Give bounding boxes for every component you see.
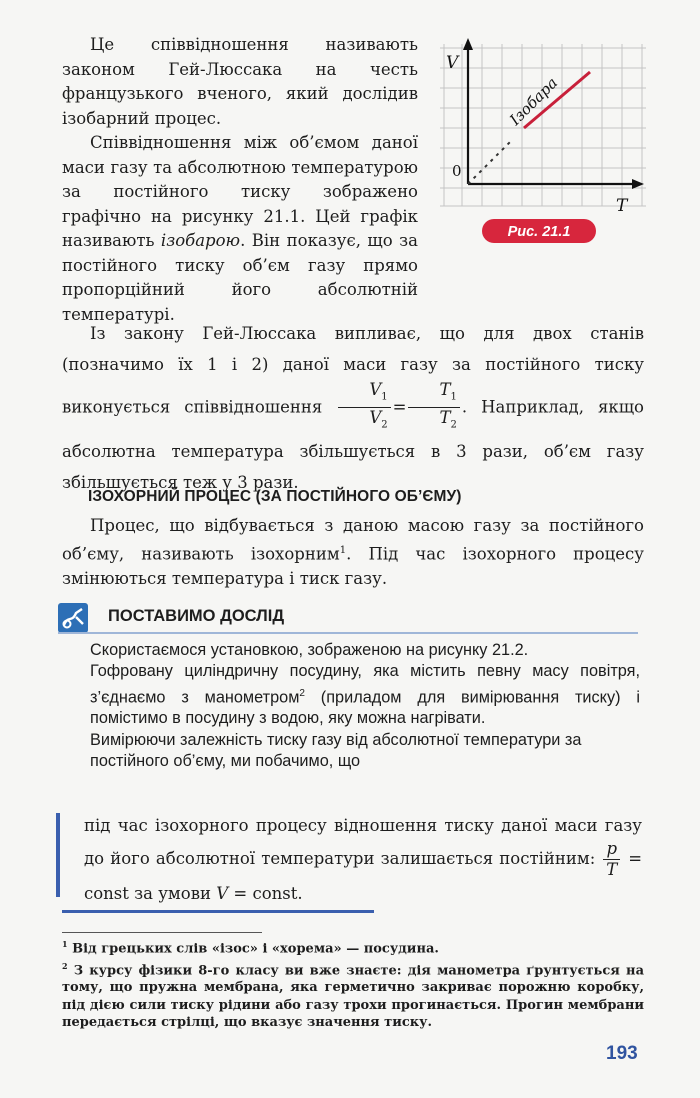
- graph-grid: [440, 44, 646, 206]
- origin-label: 0: [452, 162, 462, 180]
- v2-symbol: V: [369, 408, 382, 428]
- rule-statement: під час ізохорного процесу відношення тиску даної маси газу до його абсолютної температури залишається постійним:: [84, 816, 642, 868]
- equals-sign: =: [392, 397, 407, 417]
- consequence-paragraph: [62, 318, 644, 498]
- isochoric-def-end: . Під час ізохорного процесу змінюються температура і тиск газу.: [62, 544, 644, 588]
- experiment-text: [90, 640, 640, 772]
- p-symbol: p: [603, 839, 620, 860]
- intro-p2-end: . Він показує, що за постійного тиску об’єм газу прямо пропорційний його абсолютній температурі.: [62, 231, 418, 324]
- fraction-v1-v2: [338, 380, 390, 436]
- v2-sub: 2: [381, 419, 388, 431]
- isobar-graph: [432, 36, 648, 248]
- rule-condition-var: V: [216, 884, 229, 903]
- intro-p2-start: Співвідношення між об’ємом даної маси газу та абсолютною температурою за постійного тиску зображено графічно на рисунку 21.1. Цей графік називають: [62, 133, 418, 250]
- experiment-paragraph-1: Скористаємося установкою, зображеною на рисунку 21.2.: [90, 641, 529, 659]
- footnote-1: [62, 936, 644, 958]
- fraction-t1-t2: [408, 380, 459, 436]
- consequence-text-before: Із закону Гей-Люссака випливає, що для двох станів (позначимо їх 1 і 2) даної маси газу за постійного тиску виконується співвідношення: [62, 324, 644, 417]
- extrapolated-line: [468, 140, 512, 184]
- v1-symbol: V: [369, 380, 382, 399]
- footnote-2: [62, 958, 644, 1032]
- v-axis-arrow: [463, 38, 473, 50]
- isochoric-heading: ІЗОХОРНИЙ ПРОЦЕС (ЗА ПОСТІЙНОГО ОБ’ЄМУ): [88, 488, 462, 505]
- intro-paragraph-1: Це співвідношення називають законом Гей-Люссака на честь французького вченого, який дослідив ізобарний процес.: [62, 35, 418, 128]
- rule-accent-bar: [56, 813, 60, 897]
- rule-condition-rest: = const.: [233, 884, 303, 903]
- isochoric-def-start: Процес, що відбувається з даною масою газу за постійного об’єму, називають ізохорним: [62, 516, 644, 563]
- experiment-icon: [58, 603, 88, 633]
- footnotes: [62, 936, 644, 1032]
- figure-caption: Рис. 21.1: [507, 224, 571, 240]
- footnote-2-text: З курсу фізики 8-го класу ви вже знаєте: дія манометра ґрунтується на тому, що пружна мембрана, яка герметично закриває порожню коробку, під дією сили тиску рідини або газу трохи прогинається. Прогин мембрани передається стрілці, що вказує значення тиску.: [62, 963, 644, 1031]
- page-number: 193: [606, 1043, 638, 1064]
- experiment-p2-end: (приладом для вимірювання тиску) і помістимо в посудину з водою, яку можна нагрівати.: [90, 688, 640, 728]
- t1-symbol: T: [439, 380, 451, 399]
- consequence-text-after: . Наприклад, якщо абсолютна температура збільшується в 3 рази, об’єм газу збільшується теж у 3 рази.: [62, 397, 644, 492]
- experiment-paragraph-2: [90, 661, 640, 729]
- isobar-term: ізобарою: [160, 231, 241, 250]
- experiment-p2-start: Гофровану циліндричну посудину, яка містить певну масу повітря, з’єднаємо з манометром: [90, 662, 640, 707]
- footnote-2-mark: 2: [62, 960, 68, 971]
- t1-sub: 1: [450, 391, 457, 403]
- v1-sub: 1: [381, 391, 388, 403]
- isochoric-rule: [84, 812, 642, 907]
- experiment-heading-rule: [58, 632, 638, 634]
- t2-sub: 2: [450, 419, 457, 431]
- footnote-1-mark: 1: [62, 939, 68, 949]
- experiment-paragraph-3: Вимірюючи залежність тиску газу від абсолютної температури за постійного об’єму, ми побачимо, що: [90, 730, 582, 770]
- t2-symbol: T: [439, 408, 451, 428]
- footnote-ref-1: 1: [339, 544, 347, 556]
- isobar-label: Ізобара: [506, 73, 562, 129]
- intro-paragraph-2: [62, 131, 418, 327]
- rule-underline: [62, 910, 374, 913]
- fraction-p-t: [603, 839, 620, 880]
- footnote-separator: [62, 932, 262, 933]
- rule-formula-rest: = const за умови: [84, 849, 643, 903]
- experiment-heading: ПОСТАВИМО ДОСЛІД: [108, 607, 285, 625]
- t-axis-label: T: [616, 196, 628, 216]
- intro-text: [62, 33, 418, 327]
- isochoric-definition: [62, 514, 644, 591]
- t-symbol: T: [606, 860, 618, 879]
- footnote-ref-2: 2: [299, 687, 305, 699]
- flask-icon: [58, 603, 88, 633]
- v-axis-label: V: [446, 53, 459, 73]
- footnote-1-text: Від грецьких слів «ізос» і «хорема» — посудина.: [67, 941, 439, 957]
- figure-21-1: [432, 36, 648, 248]
